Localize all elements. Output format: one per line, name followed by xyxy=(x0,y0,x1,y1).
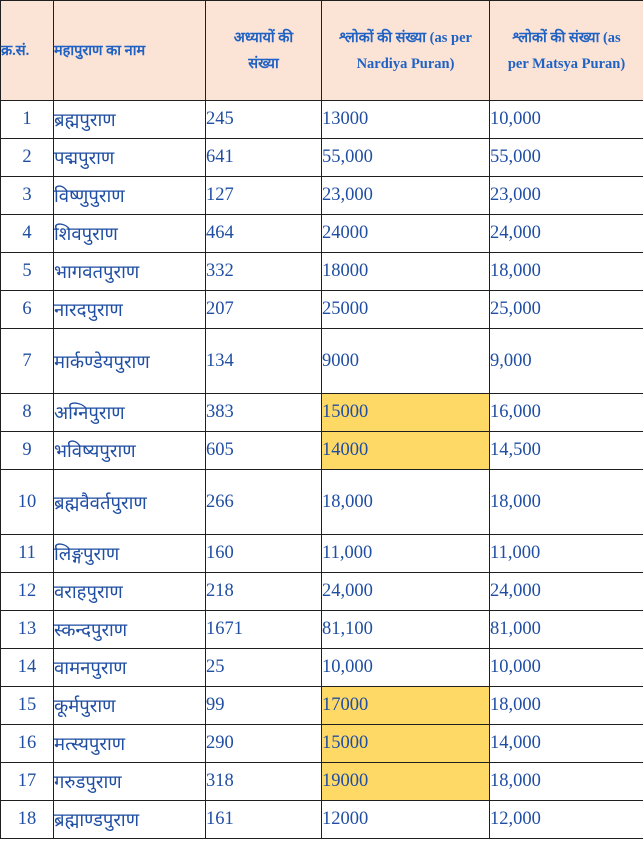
serial-cell: 2 xyxy=(1,139,54,177)
shlokas-nardiya-cell: 10,000 xyxy=(322,649,490,687)
shlokas-matsya-cell: 10,000 xyxy=(490,649,643,687)
shlokas-nardiya-cell: 24,000 xyxy=(322,573,490,611)
shlokas-matsya-cell: 14,500 xyxy=(490,432,643,470)
serial-cell: 6 xyxy=(1,291,54,329)
chapters-cell: 464 xyxy=(206,215,322,253)
puran-name-cell: कूर्मपुराण xyxy=(54,687,206,725)
chapters-cell: 127 xyxy=(206,177,322,215)
serial-cell: 12 xyxy=(1,573,54,611)
shlokas-matsya-cell: 81,000 xyxy=(490,611,643,649)
shlokas-nardiya-cell: 15000 xyxy=(322,394,490,432)
shlokas-matsya-cell: 18,000 xyxy=(490,687,643,725)
serial-cell: 1 xyxy=(1,101,54,139)
table-row xyxy=(1,329,643,394)
serial-cell: 7 xyxy=(1,329,54,394)
table-row xyxy=(1,763,643,801)
puran-name-cell: ब्रह्मवैवर्तपुराण xyxy=(54,470,206,535)
shlokas-nardiya-cell: 23,000 xyxy=(322,177,490,215)
chapters-cell: 266 xyxy=(206,470,322,535)
shlokas-matsya-cell: 11,000 xyxy=(490,535,643,573)
shlokas-nardiya-cell: 19000 xyxy=(322,763,490,801)
serial-cell: 10 xyxy=(1,470,54,535)
shlokas-nardiya-cell: 15000 xyxy=(322,725,490,763)
shlokas-matsya-cell: 55,000 xyxy=(490,139,643,177)
shlokas-matsya-cell: 10,000 xyxy=(490,101,643,139)
table-row xyxy=(1,470,643,535)
table-row xyxy=(1,725,643,763)
puran-name-cell: विष्णुपुराण xyxy=(54,177,206,215)
table-row xyxy=(1,432,643,470)
header-shlokas-matsya xyxy=(490,1,643,101)
shlokas-matsya-cell: 16,000 xyxy=(490,394,643,432)
puran-name-cell: भागवतपुराण xyxy=(54,253,206,291)
table-row xyxy=(1,394,643,432)
shlokas-nardiya-cell: 24000 xyxy=(322,215,490,253)
header-chapters-line2: संख्या xyxy=(248,55,279,72)
chapters-cell: 383 xyxy=(206,394,322,432)
header-nardiya-line2: Nardiya Puran) xyxy=(356,55,455,72)
chapters-cell: 218 xyxy=(206,573,322,611)
header-puran-name: महापुराण का नाम xyxy=(54,1,206,101)
puran-name-cell: नारदपुराण xyxy=(54,291,206,329)
shlokas-matsya-cell: 9,000 xyxy=(490,329,643,394)
shlokas-matsya-cell: 18,000 xyxy=(490,763,643,801)
table-row xyxy=(1,253,643,291)
puran-name-cell: गरुडपुराण xyxy=(54,763,206,801)
serial-cell: 5 xyxy=(1,253,54,291)
puran-name-cell: स्कन्दपुराण xyxy=(54,611,206,649)
shlokas-nardiya-cell: 81,100 xyxy=(322,611,490,649)
shlokas-nardiya-cell: 13000 xyxy=(322,101,490,139)
puran-name-cell: मार्कण्डेयपुराण xyxy=(54,329,206,394)
chapters-cell: 605 xyxy=(206,432,322,470)
shlokas-matsya-cell: 23,000 xyxy=(490,177,643,215)
header-shlokas-nardiya xyxy=(322,1,490,101)
table-row xyxy=(1,687,643,725)
serial-cell: 3 xyxy=(1,177,54,215)
serial-cell: 14 xyxy=(1,649,54,687)
serial-cell: 11 xyxy=(1,535,54,573)
chapters-cell: 332 xyxy=(206,253,322,291)
header-serial: क्र.सं. xyxy=(1,1,54,101)
chapters-cell: 641 xyxy=(206,139,322,177)
puran-name-cell: भविष्यपुराण xyxy=(54,432,206,470)
chapters-cell: 207 xyxy=(206,291,322,329)
puran-name-cell: लिङ्गपुराण xyxy=(54,535,206,573)
shlokas-matsya-cell: 25,000 xyxy=(490,291,643,329)
shlokas-nardiya-cell: 55,000 xyxy=(322,139,490,177)
chapters-cell: 161 xyxy=(206,801,322,839)
table-row xyxy=(1,801,643,839)
shlokas-nardiya-cell: 11,000 xyxy=(322,535,490,573)
table-row xyxy=(1,139,643,177)
shlokas-matsya-cell: 24,000 xyxy=(490,573,643,611)
serial-cell: 15 xyxy=(1,687,54,725)
serial-cell: 8 xyxy=(1,394,54,432)
shlokas-matsya-cell: 14,000 xyxy=(490,725,643,763)
shlokas-nardiya-cell: 18,000 xyxy=(322,470,490,535)
chapters-cell: 99 xyxy=(206,687,322,725)
puran-name-cell: ब्रह्मपुराण xyxy=(54,101,206,139)
puran-name-cell: वामनपुराण xyxy=(54,649,206,687)
puran-name-cell: मत्स्यपुराण xyxy=(54,725,206,763)
table-row xyxy=(1,649,643,687)
table-row xyxy=(1,611,643,649)
header-nardiya-line1: श्लोकों की संख्या (as per xyxy=(339,29,472,46)
header-row xyxy=(1,1,643,101)
serial-cell: 13 xyxy=(1,611,54,649)
shlokas-nardiya-cell: 17000 xyxy=(322,687,490,725)
puran-name-cell: ब्रह्माण्डपुराण xyxy=(54,801,206,839)
shlokas-matsya-cell: 18,000 xyxy=(490,253,643,291)
shlokas-matsya-cell: 18,000 xyxy=(490,470,643,535)
chapters-cell: 245 xyxy=(206,101,322,139)
shlokas-nardiya-cell: 14000 xyxy=(322,432,490,470)
serial-cell: 16 xyxy=(1,725,54,763)
table-row xyxy=(1,101,643,139)
puran-name-cell: शिवपुराण xyxy=(54,215,206,253)
shlokas-nardiya-cell: 9000 xyxy=(322,329,490,394)
table-row xyxy=(1,177,643,215)
puran-name-cell: पद्मपुराण xyxy=(54,139,206,177)
chapters-cell: 160 xyxy=(206,535,322,573)
chapters-cell: 1671 xyxy=(206,611,322,649)
shlokas-nardiya-cell: 12000 xyxy=(322,801,490,839)
chapters-cell: 290 xyxy=(206,725,322,763)
serial-cell: 9 xyxy=(1,432,54,470)
header-matsya-line1: श्लोकों की संख्या (as xyxy=(512,29,621,46)
table-row xyxy=(1,573,643,611)
chapters-cell: 134 xyxy=(206,329,322,394)
chapters-cell: 318 xyxy=(206,763,322,801)
serial-cell: 18 xyxy=(1,801,54,839)
serial-cell: 17 xyxy=(1,763,54,801)
header-chapters-line1: अध्यायों की xyxy=(233,29,294,46)
shlokas-nardiya-cell: 18000 xyxy=(322,253,490,291)
table-row xyxy=(1,535,643,573)
shlokas-matsya-cell: 24,000 xyxy=(490,215,643,253)
table-row xyxy=(1,291,643,329)
header-matsya-line2: per Matsya Puran) xyxy=(507,55,626,72)
serial-cell: 4 xyxy=(1,215,54,253)
chapters-cell: 25 xyxy=(206,649,322,687)
shlokas-nardiya-cell: 25000 xyxy=(322,291,490,329)
puran-name-cell: अग्निपुराण xyxy=(54,394,206,432)
shlokas-matsya-cell: 12,000 xyxy=(490,801,643,839)
header-chapters xyxy=(206,1,322,101)
table-row xyxy=(1,215,643,253)
puran-name-cell: वराहपुराण xyxy=(54,573,206,611)
